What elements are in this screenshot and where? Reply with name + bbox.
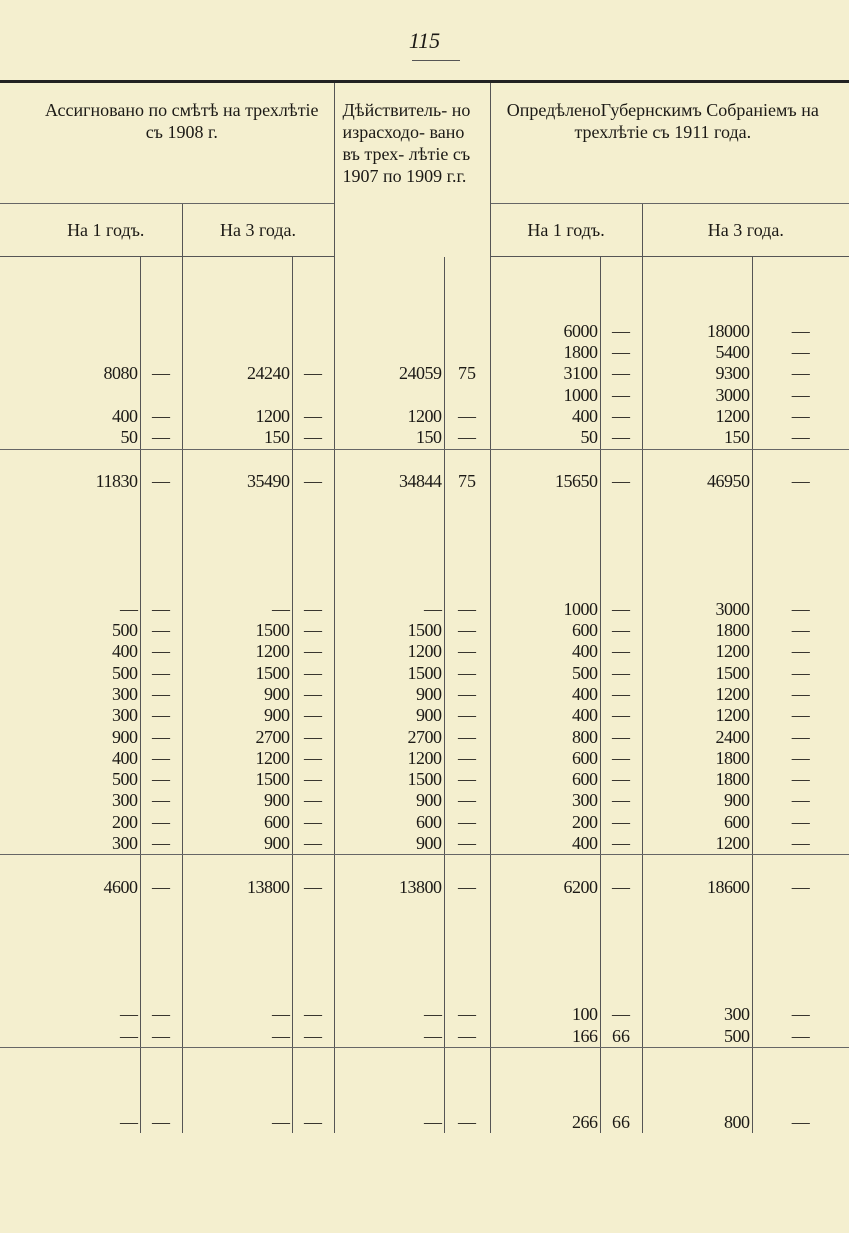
ruble-cell: 4600 [103, 876, 138, 897]
kopeck-cell: — [292, 599, 334, 620]
ruble-cell: 1800 [642, 748, 752, 769]
kopeck-cell [140, 385, 182, 406]
kopeck-cell: — [292, 833, 334, 855]
kopeck-cell: — [600, 321, 642, 342]
ruble-cell: 900 [334, 684, 444, 705]
kopeck-cell: — [140, 769, 182, 790]
kopeck-cell: — [444, 406, 490, 427]
spacer-row [0, 514, 849, 535]
ruble-cell: 100 [490, 1004, 600, 1025]
kopeck-cell: — [752, 385, 849, 406]
ruble-cell: 600 [334, 812, 444, 833]
ruble-cell: 900 [642, 790, 752, 811]
ruble-cell: 1200 [642, 833, 752, 855]
kopeck-cell: — [444, 769, 490, 790]
ruble-cell: 1200 [182, 406, 292, 427]
kopeck-cell: — [752, 427, 849, 449]
ruble-cell: 300 [112, 705, 138, 726]
kopeck-cell: — [600, 599, 642, 620]
table-row [0, 385, 849, 406]
ruble-cell: 1200 [182, 748, 292, 769]
kopeck-cell: — [292, 769, 334, 790]
ruble-cell: 1200 [334, 641, 444, 662]
ruble-cell: 6200 [490, 877, 600, 898]
spacer-row [0, 962, 849, 983]
ruble-cell [0, 385, 140, 406]
kopeck-cell: — [292, 427, 334, 449]
ruble-cell: 500 [642, 1026, 752, 1048]
kopeck-cell: — [752, 748, 849, 769]
kopeck-cell: — [600, 833, 642, 855]
table-row [0, 769, 849, 790]
kopeck-cell: — [752, 663, 849, 684]
ruble-cell: 400 [490, 705, 600, 726]
header-assigned: Ассигновано по смѣтѣ на трехлѣтіе съ 1908 г. [0, 82, 334, 204]
ruble-cell: 13800 [334, 877, 444, 898]
kopeck-cell [292, 385, 334, 406]
ruble-cell: 600 [182, 812, 292, 833]
kopeck-cell: — [752, 1026, 849, 1048]
budget-table-wrap [0, 80, 849, 1233]
kopeck-cell: — [140, 620, 182, 641]
ruble-cell: 46950 [642, 471, 752, 492]
kopeck-cell: — [292, 812, 334, 833]
ruble-cell [0, 321, 140, 342]
kopeck-cell: — [292, 790, 334, 811]
table-row [0, 705, 849, 726]
header-decided: ОпредѣленоГубернскимъ Собраніемъ на трехлѣтіе съ 1911 года. [490, 82, 849, 204]
kopeck-cell: — [752, 471, 849, 492]
ruble-cell: 150 [182, 427, 292, 449]
ruble-cell: 1000 [490, 385, 600, 406]
ruble-cell: — [334, 1026, 444, 1048]
table-row [0, 790, 849, 811]
kopeck-cell: — [292, 684, 334, 705]
ruble-cell: 1200 [334, 406, 444, 427]
spacer-row [0, 1047, 849, 1069]
kopeck-cell: — [444, 705, 490, 726]
kopeck-cell: — [292, 877, 334, 898]
table-row [0, 1004, 849, 1025]
ruble-cell: 1800 [490, 342, 600, 363]
kopeck-cell: — [444, 812, 490, 833]
ruble-cell: 2700 [334, 727, 444, 748]
ruble-cell: 900 [182, 790, 292, 811]
ruble-cell: 1500 [642, 663, 752, 684]
ruble-cell: 300 [642, 1004, 752, 1025]
ruble-cell: 300 [0, 833, 140, 855]
kopeck-cell: — [752, 363, 849, 384]
ruble-cell: 11830 [95, 470, 138, 491]
kopeck-cell [444, 342, 490, 363]
ruble-cell: 400 [490, 406, 600, 427]
table-row [0, 727, 849, 748]
kopeck-cell: — [140, 833, 182, 855]
kopeck-cell [140, 321, 182, 342]
spacer-row [0, 556, 849, 577]
ruble-cell: 500 [112, 620, 138, 641]
kopeck-cell: — [444, 620, 490, 641]
ruble-cell: 600 [642, 812, 752, 833]
kopeck-cell: — [752, 342, 849, 363]
spacer-row [0, 983, 849, 1004]
spacer-row [0, 535, 849, 556]
ruble-cell: 5400 [642, 342, 752, 363]
kopeck-cell: — [752, 620, 849, 641]
header-spent: Дѣйствитель- но израсходо- вано въ трех- лѣтіе съ 1907 по 1909 г.г. [334, 82, 490, 257]
kopeck-cell: — [600, 363, 642, 384]
ruble-cell [334, 385, 444, 406]
ruble-cell: — [120, 1111, 138, 1132]
kopeck-cell: — [444, 727, 490, 748]
kopeck-cell: — [140, 748, 182, 769]
table-row [0, 641, 849, 662]
kopeck-cell: — [444, 1112, 490, 1133]
kopeck-cell: — [444, 427, 490, 449]
ruble-cell [334, 342, 444, 363]
header-one-year-decided: На 1 годъ. [490, 204, 642, 257]
kopeck-cell: — [752, 705, 849, 726]
kopeck-cell: — [600, 790, 642, 811]
ruble-cell: 1500 [182, 620, 292, 641]
ruble-cell: 900 [334, 705, 444, 726]
ruble-cell: 500 [490, 663, 600, 684]
ruble-cell: 600 [490, 620, 600, 641]
kopeck-cell: — [140, 471, 182, 492]
kopeck-cell: — [444, 641, 490, 662]
kopeck-cell: — [444, 877, 490, 898]
kopeck-cell: — [292, 748, 334, 769]
ruble-cell: — [334, 599, 444, 620]
kopeck-cell: 66 [600, 1026, 642, 1048]
budget-table-body [0, 257, 849, 1134]
ruble-cell: 800 [642, 1112, 752, 1133]
kopeck-cell: — [752, 406, 849, 427]
table-row [0, 471, 849, 492]
kopeck-cell: — [752, 321, 849, 342]
ruble-cell [182, 342, 292, 363]
kopeck-cell: — [140, 1026, 182, 1048]
ruble-cell: 1500 [182, 769, 292, 790]
ruble-cell: 1200 [642, 641, 752, 662]
table-row [0, 684, 849, 705]
kopeck-cell: — [600, 812, 642, 833]
kopeck-cell: — [140, 705, 182, 726]
kopeck-cell: 75 [444, 471, 490, 492]
kopeck-cell: — [140, 790, 182, 811]
spacer-row [0, 577, 849, 598]
kopeck-cell: — [600, 877, 642, 898]
kopeck-cell: — [292, 1026, 334, 1048]
table-row [0, 748, 849, 769]
ruble-cell: 2700 [182, 727, 292, 748]
kopeck-cell [444, 385, 490, 406]
table-row [0, 1112, 849, 1133]
ruble-cell: — [334, 1004, 444, 1025]
ruble-cell: 300 [112, 683, 138, 704]
ruble-cell: — [0, 1026, 140, 1048]
table-row [0, 427, 849, 449]
kopeck-cell: — [752, 1004, 849, 1025]
header-three-years-decided: На 3 года. [642, 204, 849, 257]
ruble-cell: 1200 [334, 748, 444, 769]
kopeck-cell: — [600, 769, 642, 790]
table-row [0, 342, 849, 363]
ruble-cell: 400 [490, 833, 600, 855]
kopeck-cell: — [600, 385, 642, 406]
kopeck-cell: — [140, 406, 182, 427]
ruble-cell: 3000 [642, 599, 752, 620]
ruble-cell: 3000 [642, 385, 752, 406]
ruble-cell: 150 [334, 427, 444, 449]
ruble-cell: 1200 [642, 684, 752, 705]
kopeck-cell [444, 321, 490, 342]
kopeck-cell: — [600, 705, 642, 726]
ruble-cell: 1500 [334, 620, 444, 641]
ruble-cell: 300 [112, 790, 138, 811]
ruble-cell: — [182, 599, 292, 620]
kopeck-cell: — [444, 1004, 490, 1025]
ruble-cell: 900 [112, 726, 138, 747]
ruble-cell: 13800 [182, 877, 292, 898]
kopeck-cell: — [140, 1112, 182, 1133]
kopeck-cell: — [140, 1004, 182, 1025]
ruble-cell: 900 [182, 684, 292, 705]
ruble-cell: 50 [490, 427, 600, 449]
kopeck-cell: — [292, 1112, 334, 1133]
kopeck-cell: — [292, 727, 334, 748]
ruble-cell: 34844 [334, 471, 444, 492]
ruble-cell: 900 [182, 833, 292, 855]
ruble-cell: 500 [112, 662, 138, 683]
kopeck-cell: — [140, 663, 182, 684]
ruble-cell: 18600 [642, 877, 752, 898]
kopeck-cell: — [752, 727, 849, 748]
ruble-cell: 1800 [642, 769, 752, 790]
ruble-cell: 1800 [642, 620, 752, 641]
kopeck-cell: — [752, 812, 849, 833]
kopeck-cell: — [600, 748, 642, 769]
header-one-year: На 1 годъ. [0, 204, 182, 257]
ruble-cell: 400 [490, 684, 600, 705]
kopeck-cell: — [292, 705, 334, 726]
header-three-years: На 3 года. [182, 204, 334, 257]
ruble-cell: 900 [182, 705, 292, 726]
kopeck-cell: — [140, 727, 182, 748]
page-number-rule [412, 60, 460, 61]
kopeck-cell: — [292, 641, 334, 662]
ruble-cell: 2400 [642, 727, 752, 748]
kopeck-cell: — [140, 684, 182, 705]
table-row [0, 877, 849, 898]
ruble-cell: 166 [490, 1026, 600, 1048]
kopeck-cell: — [600, 342, 642, 363]
ruble-cell: 1200 [642, 705, 752, 726]
ruble-cell: 8080 [103, 363, 138, 384]
ruble-cell: 50 [0, 427, 140, 449]
ruble-cell: 400 [112, 641, 138, 662]
kopeck-cell: — [752, 769, 849, 790]
ruble-cell: 1000 [490, 599, 600, 620]
kopeck-cell: — [444, 684, 490, 705]
ruble-cell: 500 [112, 769, 138, 790]
kopeck-cell: — [752, 833, 849, 855]
kopeck-cell: 66 [600, 1112, 642, 1133]
table-row [0, 833, 849, 855]
ruble-cell: — [182, 1026, 292, 1048]
kopeck-cell: — [292, 620, 334, 641]
kopeck-cell: — [600, 663, 642, 684]
kopeck-cell: — [444, 1026, 490, 1048]
ruble-cell: 9300 [642, 363, 752, 384]
spacer-row [0, 1091, 849, 1112]
page-number: 115 [408, 28, 441, 53]
ruble-cell: 1500 [334, 769, 444, 790]
header-row-top [0, 82, 849, 204]
ruble-cell: 200 [112, 811, 138, 832]
ruble-cell [334, 321, 444, 342]
table-row [0, 406, 849, 427]
ruble-cell: — [120, 598, 138, 619]
kopeck-cell [140, 342, 182, 363]
kopeck-cell: — [140, 877, 182, 898]
spacer-row [0, 449, 849, 471]
kopeck-cell: 75 [444, 363, 490, 384]
table-row [0, 1026, 849, 1048]
kopeck-cell: — [752, 1112, 849, 1133]
spacer-row [0, 855, 849, 877]
kopeck-cell [292, 321, 334, 342]
kopeck-cell: — [140, 363, 182, 384]
ruble-cell: 15650 [490, 471, 600, 492]
ruble-cell: 150 [642, 427, 752, 449]
kopeck-cell: — [444, 663, 490, 684]
kopeck-cell: — [140, 812, 182, 833]
kopeck-cell: — [752, 877, 849, 898]
kopeck-cell: — [600, 620, 642, 641]
kopeck-cell: — [140, 599, 182, 620]
ruble-cell: 600 [490, 769, 600, 790]
kopeck-cell: — [140, 427, 182, 449]
spacer-row [0, 919, 849, 940]
spacer-row [0, 941, 849, 962]
ruble-cell: 400 [112, 406, 138, 427]
kopeck-cell: — [292, 663, 334, 684]
kopeck-cell: — [140, 641, 182, 662]
ruble-cell: 35490 [182, 471, 292, 492]
table-row [0, 321, 849, 342]
table-row [0, 663, 849, 684]
kopeck-cell: — [444, 748, 490, 769]
ruble-cell: — [182, 1004, 292, 1025]
spacer-row [0, 278, 849, 299]
kopeck-cell: — [292, 406, 334, 427]
spacer-row [0, 257, 849, 279]
kopeck-cell [292, 342, 334, 363]
spacer-row [0, 492, 849, 513]
ruble-cell: 3100 [490, 363, 600, 384]
ruble-cell: 1500 [334, 663, 444, 684]
ruble-cell: 400 [490, 641, 600, 662]
kopeck-cell: — [444, 599, 490, 620]
kopeck-cell: — [752, 599, 849, 620]
ruble-cell: — [120, 1004, 138, 1025]
ruble-cell: 800 [490, 727, 600, 748]
ruble-cell: 300 [490, 790, 600, 811]
ruble-cell: 900 [334, 833, 444, 855]
ruble-cell: 1200 [182, 641, 292, 662]
kopeck-cell: — [292, 363, 334, 384]
kopeck-cell: — [600, 641, 642, 662]
ruble-cell: 200 [490, 812, 600, 833]
kopeck-cell: — [444, 790, 490, 811]
spacer-row [0, 300, 849, 321]
ruble-cell [182, 385, 292, 406]
kopeck-cell: — [600, 727, 642, 748]
kopeck-cell: — [292, 1004, 334, 1025]
budget-table [0, 80, 849, 1133]
table-row [0, 812, 849, 833]
table-row [0, 599, 849, 620]
ruble-cell: 600 [490, 748, 600, 769]
kopeck-cell: — [600, 471, 642, 492]
ruble-cell: 1500 [182, 663, 292, 684]
ruble-cell: 6000 [490, 321, 600, 342]
ruble-cell: 266 [490, 1112, 600, 1133]
ruble-cell: 18000 [642, 321, 752, 342]
ruble-cell: 900 [334, 790, 444, 811]
ruble-cell: 24059 [334, 363, 444, 384]
spacer-row [0, 898, 849, 919]
kopeck-cell: — [444, 833, 490, 855]
ruble-cell: — [182, 1112, 292, 1133]
kopeck-cell: — [600, 406, 642, 427]
ruble-cell [182, 321, 292, 342]
kopeck-cell: — [752, 641, 849, 662]
ruble-cell: 24240 [182, 363, 292, 384]
ruble-cell: — [334, 1112, 444, 1133]
kopeck-cell: — [752, 790, 849, 811]
ruble-cell [0, 342, 140, 363]
kopeck-cell: — [600, 427, 642, 449]
ruble-cell: 400 [112, 747, 138, 768]
spacer-row [0, 1069, 849, 1090]
table-row [0, 363, 849, 384]
kopeck-cell: — [600, 1004, 642, 1025]
table-row [0, 620, 849, 641]
kopeck-cell: — [752, 684, 849, 705]
kopeck-cell: — [600, 684, 642, 705]
ruble-cell: 1200 [642, 406, 752, 427]
kopeck-cell: — [292, 471, 334, 492]
